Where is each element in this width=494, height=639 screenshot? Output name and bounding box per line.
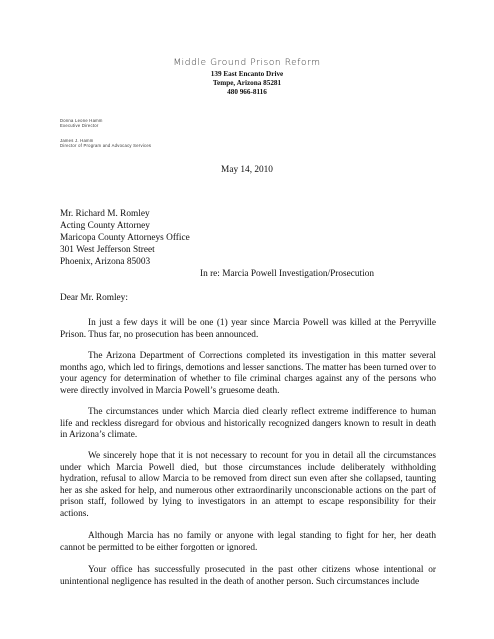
paragraph-6 bbox=[60, 565, 436, 588]
letterhead-address-1: 139 East Encanto Drive bbox=[210, 70, 284, 78]
paragraph-text: Your office has successfully prosecuted in the past other citizens whose intentional or unintentional negligence has resulted in the death of another person. Such circumstances include bbox=[60, 565, 436, 587]
paragraph-text: The circumstances under which Marcia died clearly reflect extreme indifference to human life and reckless disregard for obvious and historically recognized dangers known to result in death in Arizona’s climate. bbox=[60, 407, 436, 441]
paragraph-4 bbox=[60, 451, 436, 521]
paragraph-2 bbox=[60, 351, 436, 397]
staff-block-2 bbox=[60, 138, 151, 148]
paragraph-5 bbox=[60, 531, 436, 554]
recipient-line: Maricopa County Attorneys Office bbox=[60, 233, 190, 243]
staff-title: Executive Director bbox=[60, 123, 99, 129]
recipient-line: 301 West Jefferson Street bbox=[60, 245, 155, 255]
letterhead-address-2: Tempe, Arizona 85281 bbox=[212, 79, 282, 87]
recipient-line: Mr. Richard M. Romley bbox=[60, 209, 150, 219]
paragraph-text: Although Marcia has no family or anyone with legal standing to fight for her, her death cannot be permitted to be either forgotten or ignored. bbox=[60, 531, 436, 553]
re-line: In re: Marcia Powell Investigation/Prosecution bbox=[200, 269, 375, 279]
recipient-address bbox=[60, 208, 190, 268]
paragraph-text: We sincerely hope that it is not necessary to recount for you in detail all the circumstances under which Marcia Powell died, but those circumstances include deliberately withholding hydration, refusal to allow Marcia to be removed from direct sun even after she collapsed, taunting her as she asked for help, and numerous other extraordinarily unconscionable actions on the part of prison staff, followed by lying to investigators in an attempt to escape responsibility for their actions. bbox=[60, 451, 436, 519]
paragraph-3 bbox=[60, 407, 436, 442]
paragraph-1 bbox=[60, 318, 436, 341]
recipient-line: Phoenix, Arizona 85003 bbox=[60, 257, 151, 267]
staff-block-1 bbox=[60, 118, 103, 128]
staff-title: Director of Program and Advocacy Services bbox=[60, 143, 152, 149]
staff-name: James J. Hamm bbox=[60, 138, 94, 143]
paragraph-text: In just a few days it will be one (1) year since Marcia Powell was killed at the Perryville Prison. Thus far, no prosecution has been announced. bbox=[60, 318, 436, 340]
letterhead-org-name: Middle Ground Prison Reform bbox=[173, 58, 321, 68]
paragraph-text: The Arizona Department of Corrections completed its investigation in this matter several months ago, which led to firings, demotions and lesser sanctions. The matter has been turned over to your agency for determination of whether to file criminal charges against any of the persons who were directly involved in Marcia Powell’s gruesome death. bbox=[60, 351, 436, 396]
staff-name: Donna Leone Hamm bbox=[60, 118, 103, 123]
letter-date: May 14, 2010 bbox=[221, 165, 273, 175]
salutation: Dear Mr. Romley: bbox=[60, 293, 128, 303]
letterhead-phone: 480 966-8116 bbox=[227, 88, 267, 96]
recipient-line: Acting County Attorney bbox=[60, 221, 150, 231]
